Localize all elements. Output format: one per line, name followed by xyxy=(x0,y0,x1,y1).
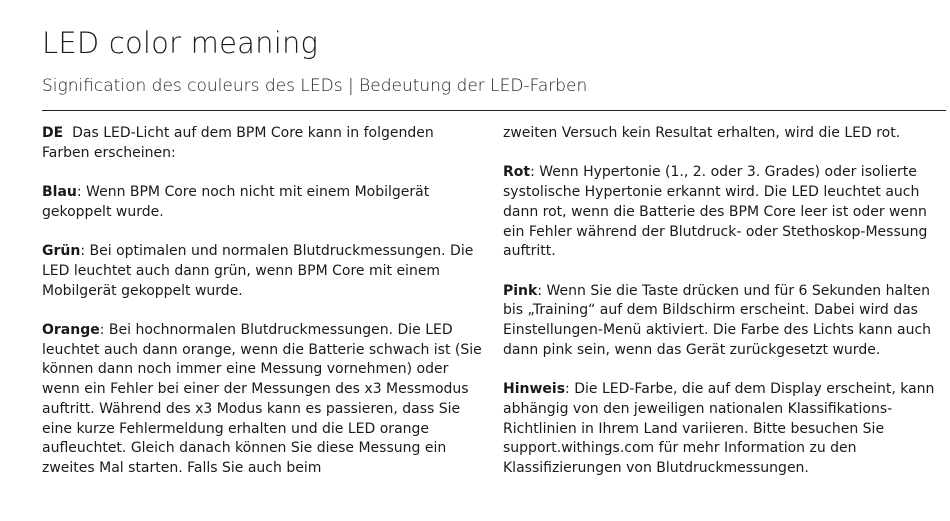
gruen-label: Grün xyxy=(42,243,81,260)
rot-label: Rot xyxy=(503,164,531,181)
orange-text: : Bei hochnormalen Blutdruckmessungen. Die LED leuchtet auch dann orange, wenn die Batterie schwach ist (Sie können dann noch immer eine Messung vornehmen) oder wenn ein Fehler bei einer der Messungen des x3 Messmodus auftritt. Während des x3 Modus kann es passieren, dass Sie eine kurze Fehlermeldung erhalten und die LED orange aufleuchtet. Gleich danach können Sie diese Messung ein zweites Mal starten. Falls Sie auch beim xyxy=(42,321,482,476)
header-divider xyxy=(42,110,946,111)
rot-text: : Wenn Hypertonie (1., 2. oder 3. Grades) oder isolierte systolische Hypertonie erkannt wird. Die LED leuchtet auch dann rot, wenn die Batterie des BPM Core leer ist oder wenn ein Fehler während der Blutdruck- oder Stethoskop-Messung auftritt. xyxy=(503,164,928,260)
hinweis-text: : Die LED-Farbe, die auf dem Display erscheint, kann abhängig von den jeweiligen nationalen Klassifikations-Richtlinien in Ihrem Land variieren. Bitte besuchen Sie support.withings.com für mehr Information zu den Klassifizierungen von Blutdruckmessungen. xyxy=(503,381,935,476)
page-title: LED color meaning xyxy=(42,26,319,60)
pink-text: : Wenn Sie die Taste drücken und für 6 Sekunden halten bis „Training“ auf dem Bildschirm erscheint. Dabei wird das Einstellungen-Menü aktiviert. Die Farbe des Lichts kann auch dann pink sein, wenn das Gerät zurückgesetzt wurde. xyxy=(503,282,932,358)
pink-label: Pink xyxy=(503,282,538,299)
intro-text: Das LED-Licht auf dem BPM Core kann in folgenden Farben erscheinen: xyxy=(42,125,434,161)
orange-paragraph xyxy=(42,321,482,479)
hinweis-paragraph xyxy=(503,380,948,479)
blau-text: : Wenn BPM Core noch nicht mit einem Mobilgerät gekoppelt wurde. xyxy=(42,184,430,220)
gruen-text: : Bei optimalen und normalen Blutdruckmessungen. Die LED leuchtet auch dann grün, wenn BPM Core mit einem Mobilgerät gekoppelt wurde. xyxy=(42,243,474,299)
left-column xyxy=(42,124,482,498)
rot-paragraph xyxy=(503,163,948,262)
orange-label: Orange xyxy=(42,321,100,338)
gruen-paragraph xyxy=(42,242,482,301)
intro-paragraph xyxy=(42,124,482,163)
blau-paragraph xyxy=(42,183,482,222)
page-subtitle: Signification des couleurs des LEDs | Bedeutung der LED-Farben xyxy=(42,76,588,96)
blau-label: Blau xyxy=(42,184,77,201)
hinweis-label: Hinweis xyxy=(503,381,566,398)
right-column xyxy=(503,124,948,498)
continuation-paragraph: zweiten Versuch kein Resultat erhalten, wird die LED rot. xyxy=(503,125,901,141)
pink-paragraph xyxy=(503,282,948,361)
language-code: DE xyxy=(42,125,64,141)
